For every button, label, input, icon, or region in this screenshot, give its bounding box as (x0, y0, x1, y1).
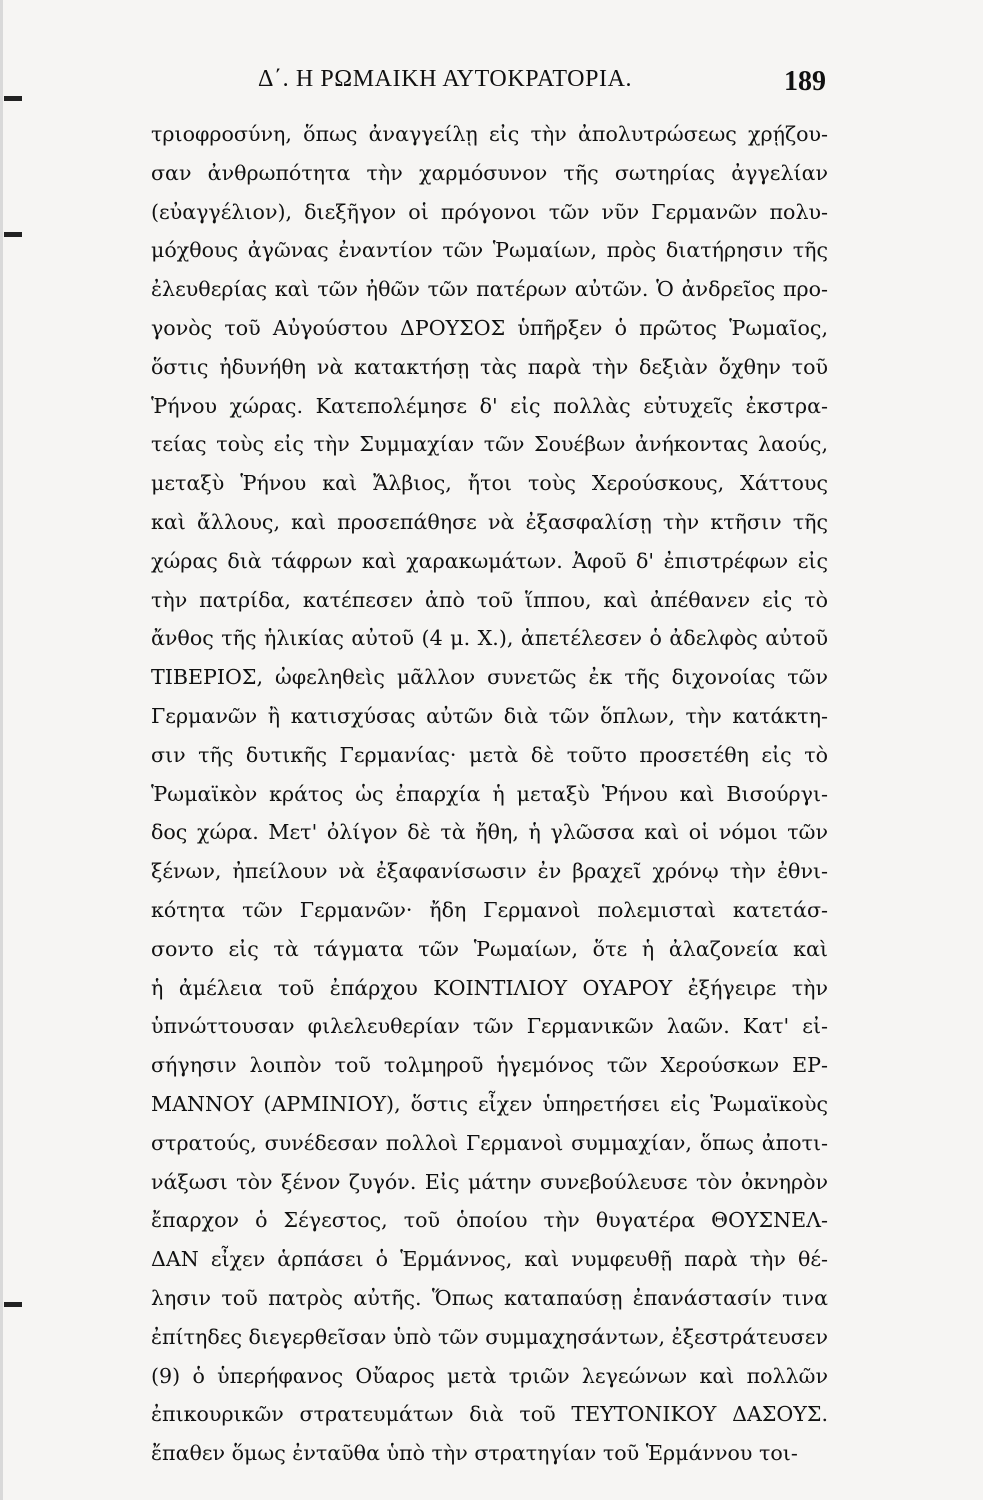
text-line: σοντο εἰς τὰ τάγματα τῶν Ῥωμαίων, ὅτε ἡ ἀλαζονεία καὶ (151, 936, 828, 961)
text-line: ἐλευθερίας καὶ τῶν ἠθῶν τῶν πατέρων αὐτῶν. Ὁ ἀνδρεῖος προ- (151, 277, 828, 302)
text-line: (εὐαγγέλιον), διεξῆγον οἱ πρόγονοι τῶν νῦν Γερμανῶν πολυ- (151, 199, 828, 224)
text-line: σιν τῆς δυτικῆς Γερμανίας· μετὰ δὲ τοῦτο προσετέθη εἰς τὸ (151, 742, 828, 767)
text-line: ΜΑΝΝΟΥ (ΑΡΜΙΝΙΟΥ), ὅστις εἶχεν ὑπηρετήσει εἰς Ῥωμαϊκοὺς (151, 1091, 828, 1116)
text-line: σήγησιν λοιπὸν τοῦ τολμηροῦ ἡγεμόνος τῶν Χερούσκων ΕΡ- (151, 1053, 828, 1078)
text-line: ΔΑΝ εἶχεν ἁρπάσει ὁ Ἑρμάννος, καὶ νυμφευθῇ παρὰ τὴν θέ- (151, 1247, 828, 1272)
running-head (258, 66, 826, 102)
edge-mark (4, 232, 22, 237)
text-line: ἔπαθεν ὅμως ἐνταῦθα ὑπὸ τὴν στρατηγίαν τοῦ Ἑρμάννου τοι- (151, 1441, 798, 1466)
text-line: σαν ἀνθρωπότητα τὴν χαρμόσυνον τῆς σωτηρίας ἀγγελίαν (151, 160, 828, 185)
body-text (151, 115, 828, 1473)
text-line: λησιν τοῦ πατρὸς αὐτῆς. Ὅπως καταπαύσῃ ἐπανάστασίν τινα (151, 1285, 828, 1310)
text-line: ἄνθος τῆς ἡλικίας αὐτοῦ (4 μ. Χ.), ἀπετέλεσεν ὁ ἀδελφὸς αὐτοῦ (151, 626, 828, 651)
text-line: γονὸς τοῦ Αὐγούστου ΔΡΟΥΣΟΣ ὑπῆρξεν ὁ πρῶτος Ῥωμαῖος, (151, 315, 828, 340)
text-line: ἔπαρχον ὁ Σέγεστος, τοῦ ὁποίου τὴν θυγατέρα ΘΟΥΣΝΕΛ- (151, 1208, 828, 1233)
text-line: δος χώρα. Μετ' ὀλίγον δὲ τὰ ἤθη, ἡ γλῶσσα καὶ οἱ νόμοι τῶν (151, 820, 828, 845)
running-title: Δ΄. Η ΡΩΜΑΙΚΗ ΑΥΤΟΚΡΑΤΟΡΙΑ. (258, 66, 633, 92)
text-line: ὑπνώττουσαν φιλελευθερίαν τῶν Γερμανικῶν λαῶν. Κατ' εἰ- (151, 1014, 828, 1039)
text-line: μόχθους ἀγῶνας ἐναντίον τῶν Ῥωμαίων, πρὸς διατήρησιν τῆς (151, 238, 828, 263)
text-line: νάξωσι τὸν ξένον ζυγόν. Εἰς μάτην συνεβούλευσε τὸν ὀκνηρὸν (151, 1169, 828, 1194)
text-line: Ῥήνου χώρας. Κατεπολέμησε δ' εἰς πολλὰς εὐτυχεῖς ἐκστρα- (151, 393, 828, 418)
text-line: τριοφροσύνη, ὅπως ἀναγγείλῃ εἰς τὴν ἀπολυτρώσεως χρῄζου- (151, 122, 828, 146)
edge-mark (4, 1302, 22, 1307)
text-line: Γερμανῶν ἢ κατισχύσας αὐτῶν διὰ τῶν ὅπλων, τὴν κατάκτη- (151, 703, 828, 728)
page-edge (0, 0, 18, 1500)
text-line: χώρας διὰ τάφρων καὶ χαρακωμάτων. Ἀφοῦ δ' ἐπιστρέφων εἰς (151, 548, 828, 573)
text-line: μεταξὺ Ῥήνου καὶ Ἄλβιος, ἤτοι τοὺς Χερούσκους, Χάττους (151, 471, 828, 496)
text-line: (9) ὁ ὑπερήφανος Οὔαρος μετὰ τριῶν λεγεώνων καὶ πολλῶν (151, 1363, 828, 1388)
text-line: ἐπικουρικῶν στρατευμάτων διὰ τοῦ ΤΕΥΤΟΝΙΚΟΥ ΔΑΣΟΥΣ. (151, 1402, 828, 1427)
edge-mark (4, 96, 22, 101)
page-number: 189 (784, 66, 826, 97)
text-line: ξένων, ἠπείλουν νὰ ἐξαφανίσωσιν ἐν βραχεῖ χρόνῳ τὴν ἐθνι- (151, 859, 828, 884)
text-line: τὴν πατρίδα, κατέπεσεν ἀπὸ τοῦ ἵππου, καὶ ἀπέθανεν εἰς τὸ (151, 587, 828, 612)
text-line: ἡ ἀμέλεια τοῦ ἐπάρχου ΚΟΙΝΤΙΛΙΟΥ ΟΥΑΡΟΥ ἐξήγειρε τὴν (151, 975, 828, 1000)
text-line: τείας τοὺς εἰς τὴν Συμμαχίαν τῶν Σουέβων ἀνήκοντας λαούς, (151, 432, 828, 457)
text-line: ΤΙΒΕΡΙΟΣ, ὠφεληθεὶς μᾶλλον συνετῶς ἐκ τῆς διχονοίας τῶν (151, 665, 828, 690)
text-line: ὅστις ἠδυνήθη νὰ κατακτήσῃ τὰς παρὰ τὴν δεξιὰν ὄχθην τοῦ (151, 354, 828, 379)
text-line: ἐπίτηδες διεγερθεῖσαν ὑπὸ τῶν συμμαχησάντων, ἐξεστράτευσεν (151, 1324, 828, 1349)
text-line: καὶ ἄλλους, καὶ προσεπάθησε νὰ ἐξασφαλίσῃ τὴν κτῆσιν τῆς (151, 509, 828, 534)
text-line: κότητα τῶν Γερμανῶν· ἤδη Γερμανοὶ πολεμισταὶ κατετάσ- (151, 897, 828, 922)
text-line: Ῥωμαϊκὸν κράτος ὡς ἐπαρχία ἡ μεταξὺ Ῥήνου καὶ Βισούργι- (151, 781, 828, 806)
text-line: στρατούς, συνέδεσαν πολλοὶ Γερμανοὶ συμμαχίαν, ὅπως ἀποτι- (151, 1130, 828, 1155)
